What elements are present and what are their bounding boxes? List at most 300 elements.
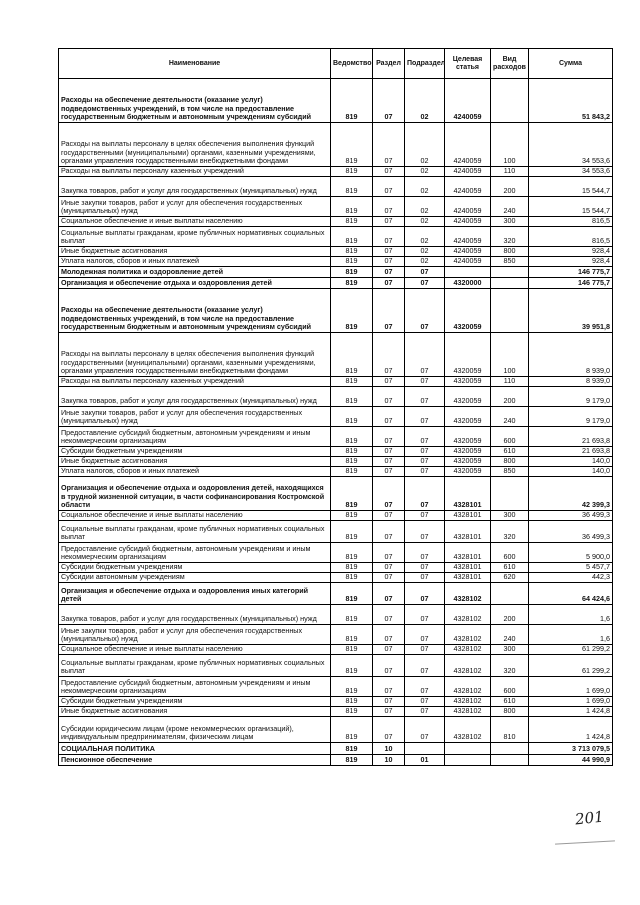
column-header-amount: Сумма — [529, 49, 613, 79]
cell-section: 07 — [373, 427, 405, 447]
cell-expense-type: 110 — [491, 377, 529, 387]
cell-subsection: 01 — [405, 755, 445, 766]
cell-amount: 8 939,0 — [529, 333, 613, 377]
cell-target: 4328101 — [445, 543, 491, 563]
cell-amount: 5 457,7 — [529, 563, 613, 573]
cell-ministry: 819 — [331, 707, 373, 717]
cell-ministry: 819 — [331, 79, 373, 123]
cell-subsection: 02 — [405, 197, 445, 217]
cell-name: Закупка товаров, работ и услуг для государственных (муниципальных) нужд — [59, 605, 331, 625]
cell-target: 4320059 — [445, 377, 491, 387]
cell-section: 07 — [373, 467, 405, 477]
cell-section: 07 — [373, 477, 405, 511]
cell-target: 4320059 — [445, 447, 491, 457]
cell-section: 07 — [373, 217, 405, 227]
cell-target: 4240059 — [445, 79, 491, 123]
cell-amount: 140,0 — [529, 467, 613, 477]
cell-amount: 36 499,3 — [529, 521, 613, 543]
cell-target: 4320059 — [445, 387, 491, 407]
cell-amount: 9 179,0 — [529, 407, 613, 427]
table-row — [59, 457, 613, 467]
cell-ministry: 819 — [331, 407, 373, 427]
cell-section: 07 — [373, 447, 405, 457]
cell-name: Социальные выплаты гражданам, кроме публичных нормативных социальных выплат — [59, 227, 331, 247]
table-row — [59, 625, 613, 645]
cell-name: Иные бюджетные ассигнования — [59, 247, 331, 257]
cell-amount: 36 499,3 — [529, 511, 613, 521]
cell-subsection: 07 — [405, 457, 445, 467]
cell-amount: 1,6 — [529, 605, 613, 625]
cell-amount: 1 424,8 — [529, 707, 613, 717]
cell-ministry: 819 — [331, 247, 373, 257]
cell-ministry: 819 — [331, 511, 373, 521]
cell-section: 07 — [373, 717, 405, 743]
cell-section: 07 — [373, 407, 405, 427]
cell-name: Социальные выплаты гражданам, кроме публичных нормативных социальных выплат — [59, 521, 331, 543]
cell-section: 07 — [373, 377, 405, 387]
cell-subsection: 07 — [405, 697, 445, 707]
cell-ministry: 819 — [331, 167, 373, 177]
cell-ministry: 819 — [331, 447, 373, 457]
cell-subsection: 07 — [405, 625, 445, 645]
cell-ministry: 819 — [331, 289, 373, 333]
cell-target: 4328102 — [445, 625, 491, 645]
cell-section: 07 — [373, 543, 405, 563]
cell-expense-type — [491, 755, 529, 766]
cell-name: Закупка товаров, работ и услуг для государственных (муниципальных) нужд — [59, 177, 331, 197]
cell-name: Социальное обеспечение и иные выплаты населению — [59, 217, 331, 227]
page-number: 201 — [574, 807, 605, 829]
cell-subsection: 02 — [405, 217, 445, 227]
cell-target: 4328102 — [445, 645, 491, 655]
cell-subsection: 07 — [405, 477, 445, 511]
table-row — [59, 247, 613, 257]
cell-subsection: 02 — [405, 257, 445, 267]
cell-subsection: 07 — [405, 573, 445, 583]
cell-expense-type — [491, 583, 529, 605]
cell-amount: 42 399,3 — [529, 477, 613, 511]
cell-subsection: 02 — [405, 167, 445, 177]
table-row — [59, 655, 613, 677]
cell-subsection: 07 — [405, 717, 445, 743]
cell-name: Субсидии бюджетным учреждениям — [59, 447, 331, 457]
cell-expense-type: 810 — [491, 717, 529, 743]
cell-name: Предоставление субсидий бюджетным, автономным учреждениям и иным некоммерческим организациям — [59, 543, 331, 563]
cell-expense-type: 320 — [491, 521, 529, 543]
cell-target: 4320059 — [445, 427, 491, 447]
cell-subsection: 07 — [405, 333, 445, 377]
cell-subsection: 07 — [405, 387, 445, 407]
cell-ministry: 819 — [331, 177, 373, 197]
cell-name: Организация и обеспечение отдыха и оздоровления иных категорий детей — [59, 583, 331, 605]
cell-target: 4240059 — [445, 123, 491, 167]
cell-expense-type: 600 — [491, 677, 529, 697]
cell-target: 4328101 — [445, 563, 491, 573]
cell-subsection: 02 — [405, 79, 445, 123]
cell-expense-type: 800 — [491, 707, 529, 717]
table-row — [59, 605, 613, 625]
cell-amount: 442,3 — [529, 573, 613, 583]
cell-name: Пенсионное обеспечение — [59, 755, 331, 766]
cell-subsection: 02 — [405, 247, 445, 257]
cell-section: 07 — [373, 583, 405, 605]
cell-expense-type: 600 — [491, 427, 529, 447]
cell-subsection: 07 — [405, 267, 445, 278]
cell-expense-type: 610 — [491, 563, 529, 573]
cell-ministry: 819 — [331, 645, 373, 655]
table-row — [59, 707, 613, 717]
cell-section: 07 — [373, 267, 405, 278]
cell-amount: 146 775,7 — [529, 278, 613, 289]
cell-name: Иные закупки товаров, работ и услуг для обеспечения государственных (муниципальных) нужд — [59, 625, 331, 645]
cell-expense-type: 100 — [491, 123, 529, 167]
cell-section: 07 — [373, 625, 405, 645]
table-row — [59, 755, 613, 766]
table-row — [59, 333, 613, 377]
table-row — [59, 427, 613, 447]
cell-amount: 1,6 — [529, 625, 613, 645]
cell-ministry: 819 — [331, 563, 373, 573]
cell-expense-type — [491, 79, 529, 123]
cell-target: 4328102 — [445, 677, 491, 697]
cell-name: Субсидии бюджетным учреждениям — [59, 563, 331, 573]
cell-expense-type — [491, 289, 529, 333]
table-row — [59, 267, 613, 278]
cell-target: 4328102 — [445, 707, 491, 717]
cell-expense-type: 300 — [491, 217, 529, 227]
cell-subsection: 02 — [405, 177, 445, 197]
cell-expense-type — [491, 477, 529, 511]
cell-expense-type: 320 — [491, 655, 529, 677]
cell-section: 07 — [373, 387, 405, 407]
table-row — [59, 467, 613, 477]
cell-section: 07 — [373, 227, 405, 247]
table-row — [59, 573, 613, 583]
table-row — [59, 177, 613, 197]
cell-target: 4240059 — [445, 217, 491, 227]
table-row — [59, 257, 613, 267]
cell-ministry: 819 — [331, 333, 373, 377]
cell-subsection: 07 — [405, 645, 445, 655]
cell-subsection: 07 — [405, 655, 445, 677]
column-header-section: Раздел — [373, 49, 405, 79]
cell-section: 07 — [373, 511, 405, 521]
cell-amount: 51 843,2 — [529, 79, 613, 123]
cell-target: 4328102 — [445, 655, 491, 677]
cell-ministry: 819 — [331, 717, 373, 743]
cell-subsection — [405, 743, 445, 755]
cell-subsection: 07 — [405, 407, 445, 427]
cell-ministry: 819 — [331, 573, 373, 583]
cell-ministry: 819 — [331, 543, 373, 563]
cell-amount: 140,0 — [529, 457, 613, 467]
cell-target: 4240059 — [445, 227, 491, 247]
cell-ministry: 819 — [331, 743, 373, 755]
cell-subsection: 07 — [405, 707, 445, 717]
cell-expense-type: 620 — [491, 573, 529, 583]
cell-ministry: 819 — [331, 457, 373, 467]
cell-section: 07 — [373, 247, 405, 257]
cell-subsection: 07 — [405, 583, 445, 605]
cell-amount: 5 900,0 — [529, 543, 613, 563]
cell-amount: 1 699,0 — [529, 677, 613, 697]
cell-name: Расходы на обеспечение деятельности (оказание услуг) подведомственных учреждений, в том числе на предоставление государственным бюджетным и автономным учреждениям субсидий — [59, 79, 331, 123]
cell-ministry: 819 — [331, 677, 373, 697]
cell-section: 07 — [373, 573, 405, 583]
cell-expense-type: 610 — [491, 447, 529, 457]
cell-section: 07 — [373, 521, 405, 543]
cell-ministry: 819 — [331, 697, 373, 707]
table-row — [59, 717, 613, 743]
cell-expense-type: 200 — [491, 387, 529, 407]
table-row — [59, 79, 613, 123]
table-row — [59, 563, 613, 573]
table-row — [59, 677, 613, 697]
cell-amount: 34 553,6 — [529, 167, 613, 177]
cell-amount: 39 951,8 — [529, 289, 613, 333]
cell-section: 07 — [373, 197, 405, 217]
cell-target: 4320059 — [445, 407, 491, 427]
cell-expense-type: 240 — [491, 625, 529, 645]
cell-ministry: 819 — [331, 197, 373, 217]
cell-name: Иные закупки товаров, работ и услуг для обеспечения государственных (муниципальных) нужд — [59, 197, 331, 217]
table-row — [59, 521, 613, 543]
table-row — [59, 377, 613, 387]
column-header-name: Наименование — [59, 49, 331, 79]
column-header-ministry: Ведомство — [331, 49, 373, 79]
cell-target: 4320000 — [445, 278, 491, 289]
cell-expense-type: 850 — [491, 467, 529, 477]
cell-name: Уплата налогов, сборов и иных платежей — [59, 257, 331, 267]
cell-section: 07 — [373, 707, 405, 717]
cell-subsection: 07 — [405, 467, 445, 477]
cell-name: Социальные выплаты гражданам, кроме публичных нормативных социальных выплат — [59, 655, 331, 677]
table-row — [59, 743, 613, 755]
cell-name: Субсидии бюджетным учреждениям — [59, 697, 331, 707]
cell-expense-type: 800 — [491, 247, 529, 257]
cell-name: Иные бюджетные ассигнования — [59, 707, 331, 717]
cell-section: 07 — [373, 289, 405, 333]
cell-target: 4240059 — [445, 197, 491, 217]
cell-target: 4328101 — [445, 573, 491, 583]
cell-target: 4328101 — [445, 511, 491, 521]
table-header-row — [59, 49, 613, 79]
table-row — [59, 511, 613, 521]
cell-ministry: 819 — [331, 583, 373, 605]
cell-name: Уплата налогов, сборов и иных платежей — [59, 467, 331, 477]
cell-name: Предоставление субсидий бюджетным, автономным учреждениям и иным некоммерческим организациям — [59, 427, 331, 447]
column-header-expense-type: Вид расходов — [491, 49, 529, 79]
cell-ministry: 819 — [331, 605, 373, 625]
cell-subsection: 07 — [405, 377, 445, 387]
cell-subsection: 07 — [405, 278, 445, 289]
cell-amount: 61 299,2 — [529, 645, 613, 655]
cell-name: Субсидии юридическим лицам (кроме некоммерческих организаций), индивидуальным предпринимателям, физическим лицам — [59, 717, 331, 743]
cell-section: 07 — [373, 333, 405, 377]
cell-amount: 21 693,8 — [529, 447, 613, 457]
table-row — [59, 645, 613, 655]
cell-name: Социальное обеспечение и иные выплаты населению — [59, 645, 331, 655]
cell-target: 4240059 — [445, 257, 491, 267]
cell-section: 07 — [373, 177, 405, 197]
cell-expense-type: 100 — [491, 333, 529, 377]
page-mark-line — [555, 840, 615, 844]
cell-expense-type: 800 — [491, 457, 529, 467]
table-row — [59, 197, 613, 217]
cell-subsection: 07 — [405, 427, 445, 447]
cell-amount: 15 544,7 — [529, 197, 613, 217]
cell-ministry: 819 — [331, 477, 373, 511]
cell-target: 4320059 — [445, 467, 491, 477]
cell-ministry: 819 — [331, 123, 373, 167]
cell-expense-type: 110 — [491, 167, 529, 177]
cell-amount: 15 544,7 — [529, 177, 613, 197]
cell-amount: 928,4 — [529, 257, 613, 267]
cell-amount: 146 775,7 — [529, 267, 613, 278]
table-row — [59, 407, 613, 427]
cell-name: Расходы на выплаты персоналу казенных учреждений — [59, 377, 331, 387]
cell-subsection: 02 — [405, 227, 445, 247]
table-row — [59, 543, 613, 563]
table-row — [59, 447, 613, 457]
cell-section: 10 — [373, 743, 405, 755]
cell-amount: 1 424,8 — [529, 717, 613, 743]
cell-name: Субсидии автономным учреждениям — [59, 573, 331, 583]
table-row — [59, 123, 613, 167]
cell-target: 4328102 — [445, 605, 491, 625]
cell-expense-type: 200 — [491, 605, 529, 625]
cell-target: 4320059 — [445, 457, 491, 467]
cell-expense-type: 240 — [491, 407, 529, 427]
cell-name: Социальное обеспечение и иные выплаты населению — [59, 511, 331, 521]
cell-expense-type — [491, 743, 529, 755]
table-row — [59, 278, 613, 289]
table-row — [59, 477, 613, 511]
cell-section: 07 — [373, 123, 405, 167]
cell-section: 07 — [373, 605, 405, 625]
cell-subsection: 02 — [405, 123, 445, 167]
cell-subsection: 07 — [405, 447, 445, 457]
cell-subsection: 07 — [405, 289, 445, 333]
cell-name: Организация и обеспечение отдыха и оздоровления детей — [59, 278, 331, 289]
cell-amount: 44 990,9 — [529, 755, 613, 766]
cell-section: 07 — [373, 655, 405, 677]
table-row — [59, 167, 613, 177]
cell-ministry: 819 — [331, 377, 373, 387]
cell-ministry: 819 — [331, 257, 373, 267]
cell-amount: 3 713 079,5 — [529, 743, 613, 755]
cell-target: 4240059 — [445, 247, 491, 257]
cell-name: Расходы на выплаты персоналу казенных учреждений — [59, 167, 331, 177]
cell-amount: 9 179,0 — [529, 387, 613, 407]
cell-ministry: 819 — [331, 467, 373, 477]
table-row — [59, 697, 613, 707]
cell-ministry: 819 — [331, 625, 373, 645]
cell-section: 07 — [373, 697, 405, 707]
cell-expense-type: 300 — [491, 645, 529, 655]
cell-section: 07 — [373, 167, 405, 177]
cell-section: 07 — [373, 677, 405, 697]
cell-target: 4320059 — [445, 289, 491, 333]
table-body — [59, 79, 613, 766]
cell-target: 4328102 — [445, 717, 491, 743]
cell-amount: 8 939,0 — [529, 377, 613, 387]
cell-ministry: 819 — [331, 387, 373, 407]
cell-expense-type: 600 — [491, 543, 529, 563]
cell-expense-type: 610 — [491, 697, 529, 707]
cell-section: 07 — [373, 278, 405, 289]
cell-subsection: 07 — [405, 563, 445, 573]
cell-ministry: 819 — [331, 655, 373, 677]
cell-name: СОЦИАЛЬНАЯ ПОЛИТИКА — [59, 743, 331, 755]
cell-section: 07 — [373, 257, 405, 267]
cell-expense-type: 850 — [491, 257, 529, 267]
cell-section: 07 — [373, 457, 405, 467]
cell-expense-type: 200 — [491, 177, 529, 197]
cell-target: 4320059 — [445, 333, 491, 377]
cell-subsection: 07 — [405, 677, 445, 697]
table-row — [59, 583, 613, 605]
cell-section: 10 — [373, 755, 405, 766]
column-header-subsection: Подраздел — [405, 49, 445, 79]
cell-amount: 816,5 — [529, 227, 613, 247]
table-row — [59, 289, 613, 333]
table-row — [59, 217, 613, 227]
cell-name: Молодежная политика и оздоровление детей — [59, 267, 331, 278]
cell-amount: 928,4 — [529, 247, 613, 257]
cell-ministry: 819 — [331, 755, 373, 766]
cell-expense-type — [491, 267, 529, 278]
cell-name: Расходы на выплаты персоналу в целях обеспечения выполнения функций государственными (муниципальными) органами, казенными учреждениями, органами управления государственными внебюджетными фондами — [59, 123, 331, 167]
cell-ministry: 819 — [331, 521, 373, 543]
cell-target: 4328102 — [445, 583, 491, 605]
cell-expense-type: 300 — [491, 511, 529, 521]
cell-amount: 21 693,8 — [529, 427, 613, 447]
cell-name: Организация и обеспечение отдыха и оздоровления детей, находящихся в трудной жизненной ситуации, в части софинансирования Костромской области — [59, 477, 331, 511]
cell-target: 4240059 — [445, 167, 491, 177]
cell-section: 07 — [373, 563, 405, 573]
cell-name: Расходы на обеспечение деятельности (оказание услуг) подведомственных учреждений, в том числе на предоставление государственным бюджетным и автономным учреждениям субсидий — [59, 289, 331, 333]
cell-ministry: 819 — [331, 217, 373, 227]
cell-expense-type: 320 — [491, 227, 529, 247]
cell-amount: 816,5 — [529, 217, 613, 227]
cell-subsection: 07 — [405, 511, 445, 521]
table-row — [59, 387, 613, 407]
cell-expense-type: 240 — [491, 197, 529, 217]
cell-subsection: 07 — [405, 521, 445, 543]
table-row — [59, 227, 613, 247]
cell-target — [445, 743, 491, 755]
cell-section: 07 — [373, 645, 405, 655]
cell-ministry: 819 — [331, 278, 373, 289]
cell-amount: 61 299,2 — [529, 655, 613, 677]
cell-target — [445, 755, 491, 766]
cell-target: 4240059 — [445, 177, 491, 197]
cell-target — [445, 267, 491, 278]
cell-amount: 34 553,6 — [529, 123, 613, 167]
cell-ministry: 819 — [331, 427, 373, 447]
cell-subsection: 07 — [405, 543, 445, 563]
cell-target: 4328101 — [445, 521, 491, 543]
budget-table — [58, 48, 613, 766]
cell-ministry: 819 — [331, 267, 373, 278]
cell-subsection: 07 — [405, 605, 445, 625]
cell-name: Закупка товаров, работ и услуг для государственных (муниципальных) нужд — [59, 387, 331, 407]
cell-section: 07 — [373, 79, 405, 123]
cell-amount: 1 699,0 — [529, 697, 613, 707]
cell-name: Иные закупки товаров, работ и услуг для обеспечения государственных (муниципальных) нужд — [59, 407, 331, 427]
cell-expense-type — [491, 278, 529, 289]
